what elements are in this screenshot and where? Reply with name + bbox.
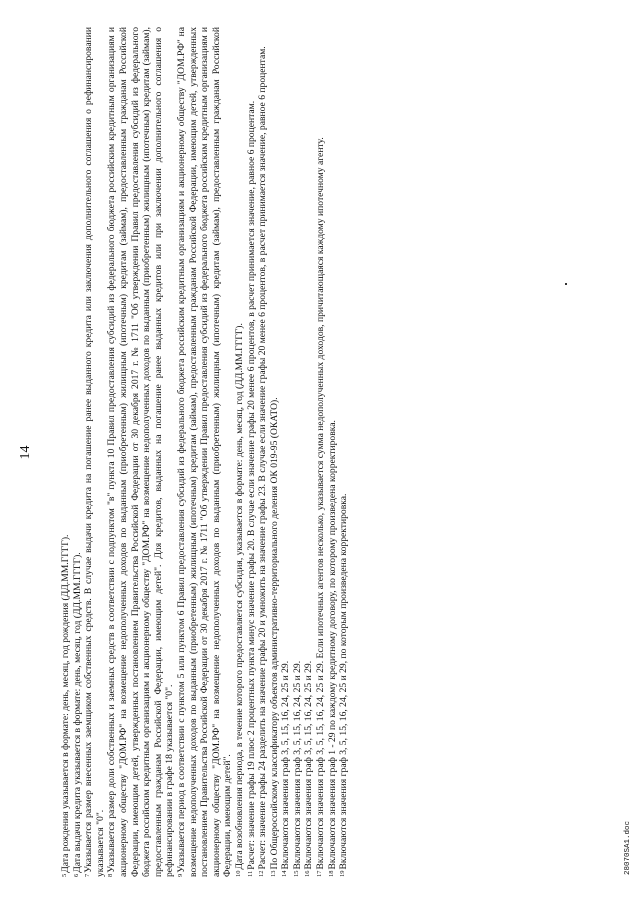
footnote-text: Расчет: значение графы 24 разделить на значение графы 20 и умножить на значение графы 23. В случае если значение графы 20 менее 6 процентов, в расчет принимается значение, равное 6 процентам. bbox=[257, 46, 269, 870]
footnote-marker: 8 bbox=[107, 873, 115, 877]
footnote-text: Дата рождения указывается в формате: день, месяц, год рождения (ДД.ММ.ГГГГ). bbox=[60, 534, 71, 873]
footnote-text: Включаются значения граф 3, 5, 15, 16, 24, 25 и 29. bbox=[303, 660, 315, 870]
footnote bbox=[106, 27, 176, 877]
footnote-text: Дата выдачи кредита указывается в формате: день, месяц, год (ДД.ММ.ГГГГ). bbox=[71, 552, 83, 873]
footnote-marker: 12 bbox=[258, 870, 266, 877]
footnote-marker: 6 bbox=[72, 873, 80, 877]
footer-file-code: 28070SA1.doc bbox=[624, 820, 632, 875]
footnotes-block bbox=[60, 27, 350, 877]
footnote-marker: 19 bbox=[339, 870, 347, 877]
footnote bbox=[83, 27, 106, 877]
page-number: 14 bbox=[18, 445, 33, 460]
footnote-text: Указывается период в соответствии с пунктом 5 или пунктом 6 Правил предоставления субсидий из федерального бюджета российским кредитным организациям и акционерному обществу "ДОМ.РФ" на возмещение недополученных доходов по выданным (приобретенным) жилищным (ипотечным) кредитам (займам), предоставленным гражданам Российской Федерации, имеющим детей, утвержденных постановлением Правительства Российской Федерации от 30 декабря 2017 г. № 1711 "Об утверждении Правил предоставления субсидий из федерального бюджета российским кредитным организациям и акционерному обществу "ДОМ.РФ" на возмещение недополученных доходов по выданным (приобретенным) жилищным (ипотечным) кредитам (займам), предоставленным гражданам Российской Федерации, имеющим детей". bbox=[175, 27, 234, 877]
scan-speck bbox=[565, 283, 567, 285]
footnote bbox=[338, 27, 350, 877]
footnote bbox=[176, 27, 234, 877]
footnote-marker: 15 bbox=[292, 870, 300, 877]
footnote-text: Расчет: значение графы 19 плюс 2 процентных пункта минус значение графы 20. В случае если значение графы 20 менее 6 процентов, в расчет принимается значение, равное 6 процентам. bbox=[245, 100, 257, 870]
footnote bbox=[327, 27, 339, 877]
footnote-text: Указывается размер доли собственных и заемных средств в соответствии с подпунктом "в" пункта 10 Правил предоставления субсидий из федерального бюджета российским кредитным организациям и акционерному обществу "ДОМ.РФ" на возмещение недополученных доходов по выданным (приобретенным) жилищным (ипотечным) кредитам (займам), предоставленным гражданам Российской Федерации, имеющим детей, утвержденных постановлением Правительства Российской Федерации от 30 декабря 2017 г. № 1711 "Об утверждении Правил предоставления субсидий из федерального бюджета российским кредитным организациям и акционерному обществу "ДОМ.РФ" на возмещение недополученных доходов по выданным (приобретенным) жилищным (ипотечным) кредитам (займам), предоставленным гражданам Российской Федерации, имеющим детей". Для кредитов, выданных на погашение ранее выданных кредитов или при заключении дополнительного соглашения о рефинансировании в графе 18 указывается "0". bbox=[106, 27, 176, 877]
footnote-marker: 13 bbox=[269, 870, 277, 877]
footnote bbox=[60, 27, 72, 877]
footnote-text: Включаются значения граф 1 - 29 по каждому кредитному договору, по которому произведена корректировка. bbox=[326, 420, 338, 870]
footnote-marker: 14 bbox=[281, 870, 289, 877]
footnote bbox=[234, 27, 246, 877]
footnote-marker: 5 bbox=[61, 873, 68, 877]
footnote-text: Включаются значения граф 3, 5, 15, 16, 24, 25 и 29. bbox=[291, 660, 303, 870]
footnote-marker: 18 bbox=[327, 870, 335, 877]
footnote bbox=[257, 27, 269, 877]
footnote-marker: 9 bbox=[176, 873, 184, 877]
footnote-text: Указывается размер внесенных заемщиком собственных средств. В случае выдачи кредита на погашение ранее выданного кредита или заключения дополнительного соглашения о рефинансировании указывается "0". bbox=[83, 27, 106, 877]
footnote-text: Включаются значения граф 3, 5, 15, 16, 24, 25 и 29, по которым произведена корректировка. bbox=[338, 493, 350, 870]
footnote-text: По Общероссийскому классификатору объектов административно-территориального деления ОК 019-95 (ОКАТО). bbox=[268, 397, 280, 870]
footnote-marker: 17 bbox=[316, 870, 324, 877]
footnote-marker: 10 bbox=[234, 870, 242, 877]
footnote-text: Дата возобновления периода, в течение которого предоставляется субсидия, указывается в формате: день, месяц, год (ДД.ММ.ГГГГ). bbox=[233, 323, 245, 870]
footnote bbox=[315, 27, 327, 877]
footnote-text: Включаются значения граф 3, 5, 15, 16, 24, 25 и 29. bbox=[280, 660, 292, 870]
footnote-marker: 16 bbox=[304, 870, 312, 877]
footnote bbox=[269, 27, 281, 877]
footnote bbox=[303, 27, 315, 877]
footnote bbox=[72, 27, 84, 877]
footnote-marker: 7 bbox=[84, 873, 92, 877]
footnote bbox=[280, 27, 292, 877]
footnote-text: Включаются значения граф 3, 5, 15, 16, 24, 25 и 29. Если ипотечных агентов несколько, указывается сумма недополученных доходов, причитающаяся каждому ипотечному агенту. bbox=[315, 137, 327, 870]
footnote bbox=[246, 27, 258, 877]
footnote bbox=[292, 27, 304, 877]
footnote-marker: 11 bbox=[246, 870, 254, 877]
